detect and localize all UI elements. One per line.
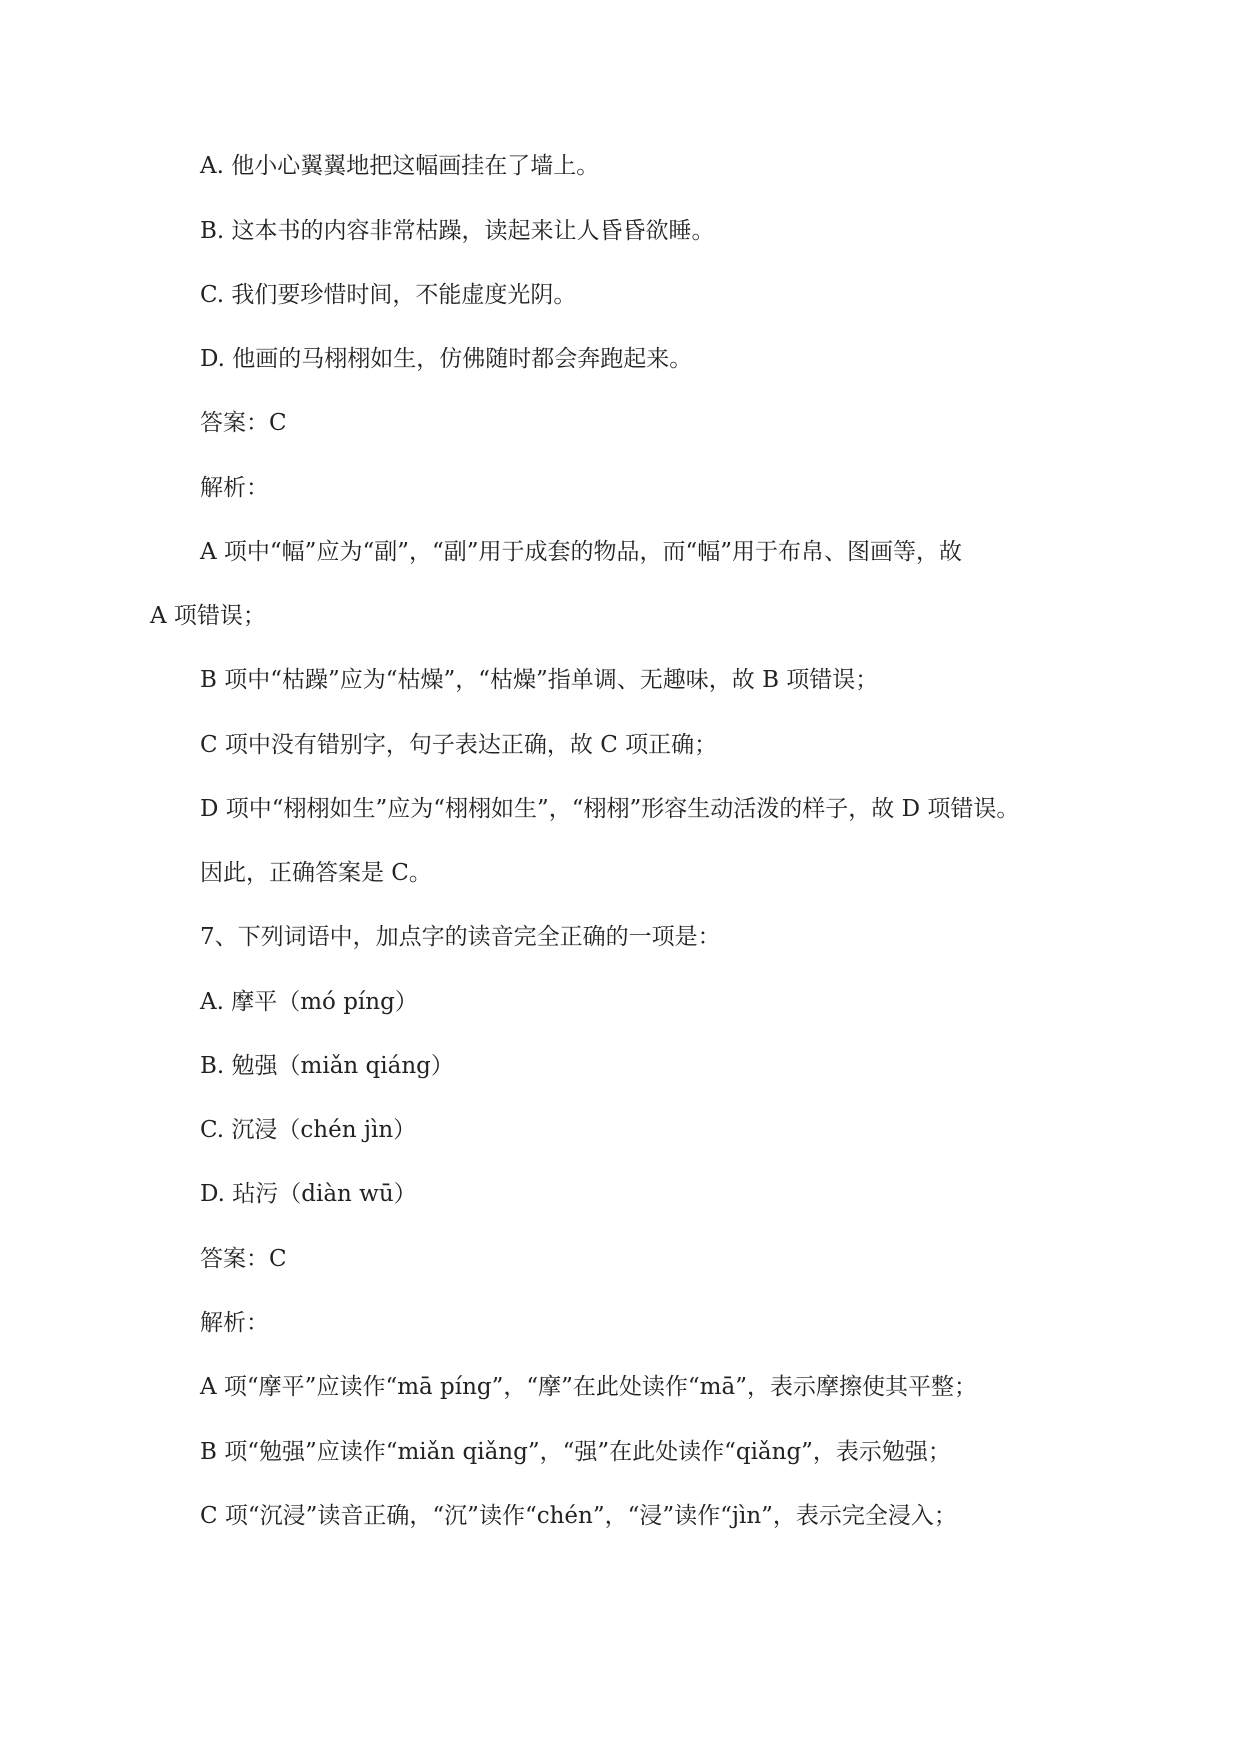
q6-analysis-d: D 项中“栩栩如生”应为“栩栩如生”，“栩栩”形容生动活泼的样子，故 D 项错误。 (200, 796, 1020, 822)
q6-analysis-a-line2: A 项错误； (150, 603, 266, 629)
q7-option-b: B. 勉强（miǎn qiáng） (200, 1053, 454, 1079)
q6-option-b: B. 这本书的内容非常枯躁，读起来让人昏昏欲睡。 (200, 218, 715, 244)
q7-stem: 7、下列词语中，加点字的读音完全正确的一项是： (200, 924, 721, 950)
q6-option-d: D. 他画的马栩栩如生，仿佛随时都会奔跑起来。 (200, 346, 693, 372)
q7-analysis-c: C 项“沉浸”读音正确，“沉”读作“chén”，“浸”读作“jìn”，表示完全浸入； (200, 1503, 957, 1529)
q7-analysis-a: A 项“摩平”应读作“mā píng”，“摩”在此处读作“mā”，表示摩擦使其平整； (200, 1374, 977, 1400)
q6-analysis-a-line1: A 项中“幅”应为“副”，“副”用于成套的物品，而“幅”用于布帛、图画等，故 (200, 539, 962, 565)
q6-conclusion: 因此，正确答案是 C。 (200, 860, 432, 886)
q6-analysis-c: C 项中没有错别字，句子表达正确，故 C 项正确； (200, 732, 718, 758)
q6-analysis-label: 解析： (200, 475, 269, 501)
q6-option-a: A. 他小心翼翼地把这幅画挂在了墙上。 (200, 153, 600, 179)
q7-option-a: A. 摩平（mó píng） (200, 989, 418, 1015)
q7-analysis-b: B 项“勉强”应读作“miǎn qiǎng”，“强”在此处读作“qiǎng”，表示勉强； (200, 1439, 951, 1465)
q7-analysis-label: 解析： (200, 1310, 269, 1336)
q6-option-c: C. 我们要珍惜时间，不能虚度光阴。 (200, 282, 577, 308)
q6-answer: 答案：C (200, 410, 287, 436)
q6-analysis-b: B 项中“枯躁”应为“枯燥”，“枯燥”指单调、无趣味，故 B 项错误； (200, 667, 879, 693)
q7-option-c: C. 沉浸（chén jìn） (200, 1117, 417, 1143)
q7-answer: 答案：C (200, 1246, 287, 1272)
q7-option-d: D. 玷污（diàn wū） (200, 1181, 417, 1207)
